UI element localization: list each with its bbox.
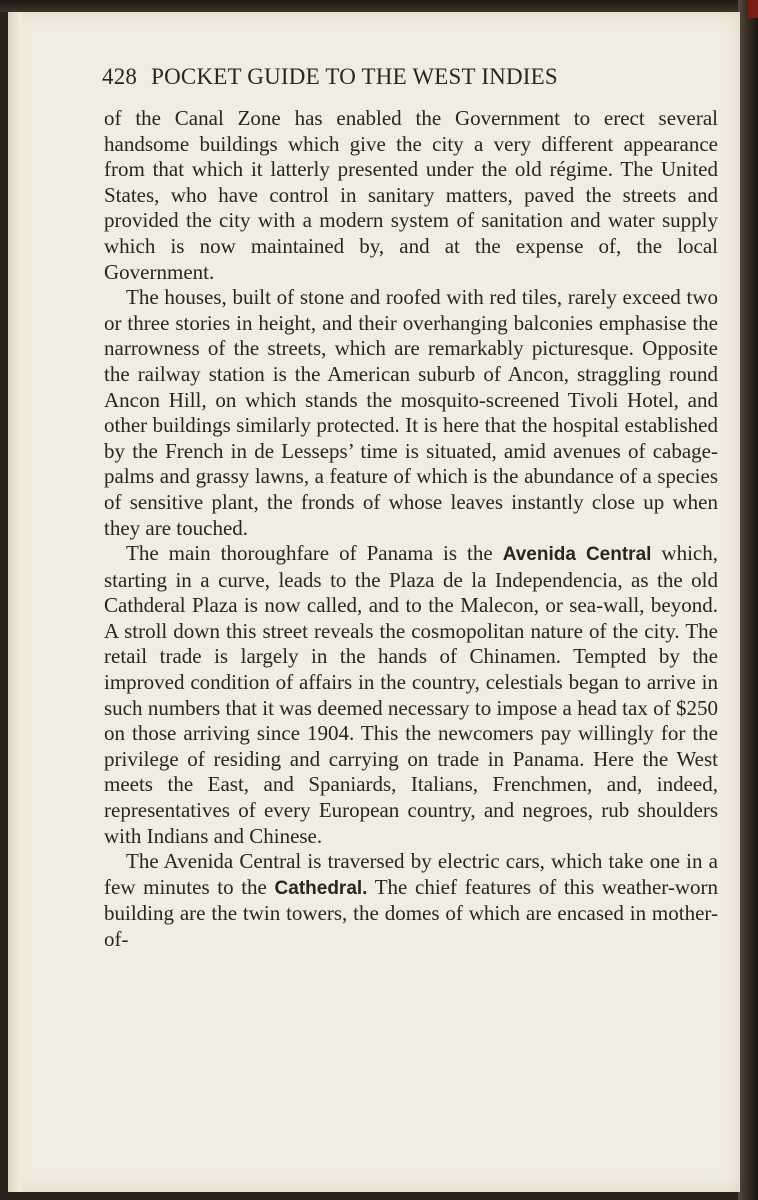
paragraph-2: The houses, built of stone and roofed with red tiles, rarely exceed two or three stories in height, and their overhanging balconies emphasise the narrowness of the streets, which are remarkably picturesque. Opposite the railway station is the American suburb of Ancon, straggling round Ancon Hill, on which stands the mosquito-screened Tivoli Hotel, and other buildings similarly protected. It is here that the hospital established by the French in de Lesseps’ time is situated, amid avenues of cabage-palms and grassy lawns, a feature of which is the abundance of a species of sensitive plant, the fronds of whose leaves instantly close up when they are touched. — [104, 285, 718, 540]
paragraph-4-text-after: The chief features of this weather-worn building are the twin towers, the domes of which are encased in mother-of- — [104, 874, 719, 951]
page-gutter-shading — [8, 12, 22, 1192]
spine-bookmark — [748, 0, 758, 18]
paragraph-4 — [104, 849, 718, 952]
cathedral-term: Cathedral. — [274, 877, 368, 899]
paragraph-3-text-after: which, starting in a curve, leads to the Plaza de la Independencia, as the old Cathderal Plaza is now called, and to the Malecon, or sea-wall, beyond. A stroll down this street reveals the cosmopolitan nature of the city. The retail trade is largely in the hands of Chinamen. Tempted by the improved condition of affairs in the country, celestials began to arrive in such numbers that it was deemed necessary to impose a head tax of $250 on those arriving since 1904. This the newcomers pay willingly for the privilege of residing and carrying on trade in Panama. Here the West meets the East, and Spaniards, Italians, Frenchmen, and, indeed, representatives of every European country, and negroes, rub shoulders with Indians and Chinese. — [104, 541, 718, 848]
paragraph-1: of the Canal Zone has enabled the Government to erect several handsome buildings which give the city a very different appearance from that which it latterly presented under the old régime. The United States, who have control in sanitary matters, paved the streets and provided the city with a modern system of sanitation and water supply which is now maintained by, and at the expense of, the local Government. — [104, 106, 718, 284]
paragraph-3 — [104, 541, 718, 849]
running-title: POCKET GUIDE TO THE WEST INDIES — [151, 64, 558, 89]
body-text — [104, 106, 718, 953]
running-head — [102, 64, 722, 90]
book-page — [8, 12, 740, 1192]
scan-top-edge — [0, 0, 758, 12]
avenida-central-term: Avenida Central — [502, 544, 652, 566]
paragraph-4-text-before: The Avenida Central is traversed by electric cars, which take one in a few minutes to the — [104, 849, 718, 899]
page-number: 428 — [102, 64, 138, 89]
paragraph-3-text-before: The main thoroughfare of Panama is the — [126, 541, 503, 566]
book-spine-edge — [738, 0, 758, 1200]
